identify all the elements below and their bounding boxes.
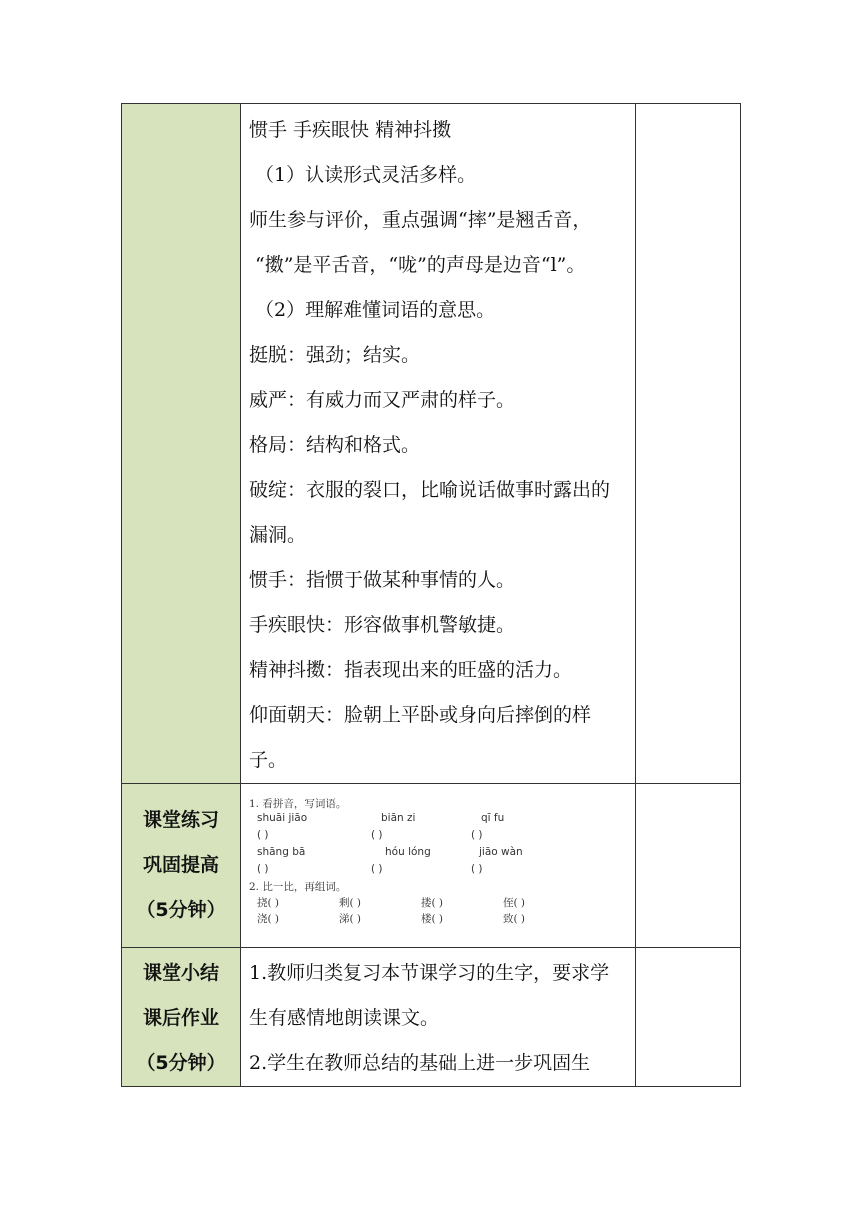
- answer-blank: ( ): [471, 863, 483, 875]
- compare-item: 浇( ): [257, 913, 280, 925]
- summary-label-line: 课后作业: [142, 1007, 219, 1029]
- exercise-question-1: 1. 看拼音，写词语。: [249, 798, 347, 810]
- answer-blank: ( ): [371, 863, 383, 875]
- exercise-sheet: [241, 784, 635, 946]
- vocab-line: 师生参与评价，重点强调“摔”是翘舌音，: [249, 209, 592, 231]
- vocab-line: （1）认读形式灵活多样。: [255, 164, 477, 186]
- vocab-line: 手疾眼快：形容做事机警敏捷。: [249, 614, 516, 636]
- lesson-plan-table: [121, 103, 741, 1087]
- summary-label-line: 课堂小结: [142, 962, 219, 984]
- vocab-line: 挺脱：强劲；结实。: [249, 344, 421, 366]
- answer-blank: ( ): [257, 863, 269, 875]
- practice-label-line: 课堂练习: [142, 809, 219, 831]
- compare-item: 侄( ): [503, 897, 526, 909]
- compare-row: [249, 913, 635, 925]
- vocab-row: [122, 104, 741, 784]
- answer-blank: ( ): [471, 829, 483, 841]
- pinyin-item: qī fu: [481, 812, 505, 824]
- practice-exercise-cell: [241, 784, 636, 948]
- answer-blank: ( ): [371, 829, 383, 841]
- vocab-line: 威严：有威力而又严肃的样子。: [249, 389, 516, 411]
- practice-label-cell: [122, 784, 241, 948]
- pinyin-item: shuāi jiāo: [257, 812, 308, 824]
- vocab-content-cell: [241, 104, 636, 784]
- vocab-line: 惯手 手疾眼快 精神抖擞: [249, 119, 452, 141]
- pinyin-item: hóu lóng: [385, 846, 431, 858]
- pinyin-item: jiāo wàn: [479, 846, 523, 858]
- practice-label-line: （5分钟）: [136, 899, 226, 921]
- compare-item: 搂( ): [421, 897, 444, 909]
- practice-row: [122, 784, 741, 948]
- vocab-line: 惯手：指惯于做某种事情的人。: [249, 569, 516, 591]
- pinyin-row: [249, 846, 635, 858]
- vocab-line: （2）理解难懂词语的意思。: [255, 299, 496, 321]
- answer-blank: ( ): [257, 829, 269, 841]
- vocab-line: 子。: [249, 749, 288, 771]
- exercise-question-2: 2. 比一比，再组词。: [249, 881, 347, 893]
- summary-line: 1.教师归类复习本节课学习的生字，要求学: [249, 962, 610, 984]
- summary-row: [122, 948, 741, 1087]
- vocab-line: 仰面朝天：脸朝上平卧或身向后摔倒的样: [249, 704, 592, 726]
- pinyin-row: [249, 812, 635, 824]
- blank-row: [249, 829, 635, 841]
- summary-label-cell: [122, 948, 241, 1087]
- summary-line: 生有感情地朗读课文。: [249, 1007, 440, 1029]
- pinyin-item: biān zi: [381, 812, 416, 824]
- summary-content-cell: [241, 948, 636, 1087]
- vocab-notes-cell: [636, 104, 741, 784]
- practice-label-line: 巩固提高: [142, 854, 219, 876]
- summary-notes-cell: [636, 948, 741, 1087]
- blank-row: [249, 863, 635, 875]
- compare-item: 挠( ): [257, 897, 280, 909]
- vocab-line: 破绽：衣服的裂口，比喻说话做事时露出的: [249, 479, 611, 501]
- vocab-line: 漏洞。: [249, 524, 307, 546]
- vocab-line: 精神抖擞：指表现出来的旺盛的活力。: [249, 659, 573, 681]
- vocab-line: “擞”是平舌音，“咙”的声母是边音“l”。: [255, 254, 586, 276]
- vocab-line: 格局：结构和格式。: [249, 434, 421, 456]
- compare-item: 楼( ): [421, 913, 444, 925]
- practice-notes-cell: [636, 784, 741, 948]
- summary-line: 2.学生在教师总结的基础上进一步巩固生: [249, 1052, 591, 1074]
- vocab-label-cell: [122, 104, 241, 784]
- pinyin-item: shāng bā: [257, 846, 306, 858]
- compare-item: 剩( ): [339, 897, 362, 909]
- compare-item: 致( ): [503, 913, 526, 925]
- compare-row: [249, 897, 635, 909]
- compare-item: 涕( ): [339, 913, 362, 925]
- summary-label-line: （5分钟）: [136, 1052, 226, 1074]
